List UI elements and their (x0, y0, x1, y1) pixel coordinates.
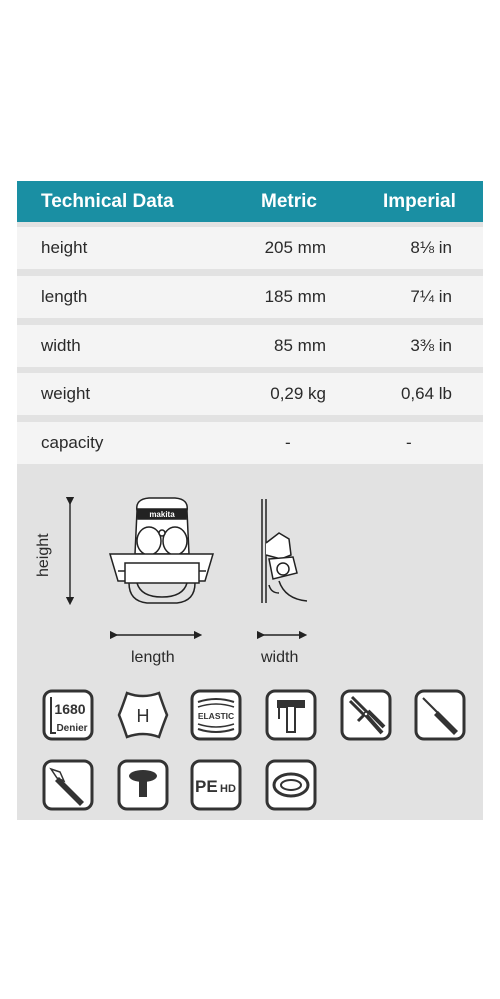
svg-text:PE: PE (195, 777, 218, 796)
pouch-drawing (17, 481, 483, 681)
row-metric: 185 mm (264, 287, 326, 306)
elastic-icon (190, 689, 242, 741)
row-metric: - (285, 433, 291, 452)
row-label: width (41, 336, 81, 355)
feature-icons (17, 681, 483, 821)
row-metric: 85 mm (274, 336, 326, 355)
width-label: width (261, 649, 299, 666)
dimension-diagram (17, 481, 483, 681)
row-metric: 0,29 kg (270, 384, 326, 403)
header-metric: Metric (261, 191, 317, 212)
row-imperial: 8⅛ in (410, 238, 452, 257)
svg-text:1680: 1680 (54, 701, 86, 717)
screwdriver-icon (414, 689, 466, 741)
row-label: length (41, 287, 88, 306)
table-row-length (17, 276, 483, 318)
row-label: height (41, 238, 88, 257)
table-row-capacity (17, 422, 483, 464)
denier-icon (42, 689, 94, 741)
row-imperial: 0,64 lb (400, 384, 452, 403)
svg-text:HD: HD (220, 783, 236, 795)
table-row-weight (17, 373, 483, 415)
row-label: weight (41, 384, 91, 403)
leather-icon (117, 689, 169, 741)
ring-icon (265, 759, 317, 811)
pliers-icon (340, 689, 392, 741)
svg-text:H: H (136, 706, 150, 726)
header-title: Technical Data (41, 191, 174, 212)
table-row-width (17, 325, 483, 367)
row-imperial: - (406, 433, 412, 452)
row-label: capacity (41, 433, 104, 452)
pe-hd-icon (190, 759, 242, 811)
header-imperial: Imperial (383, 191, 456, 212)
svg-text:Denier: Denier (56, 723, 88, 734)
table-row-height (17, 227, 483, 269)
brand-logo: makita (149, 510, 175, 519)
hammer-icon (265, 689, 317, 741)
cutter-knife-icon (42, 759, 94, 811)
height-label: height (35, 533, 52, 577)
table-header (17, 181, 483, 222)
svg-text:ELASTIC: ELASTIC (197, 711, 235, 721)
length-label: length (131, 649, 175, 666)
row-imperial: 7¼ in (410, 287, 452, 306)
row-imperial: 3⅜ in (410, 336, 452, 355)
rivet-icon (117, 759, 169, 811)
row-metric: 205 mm (264, 238, 326, 257)
technical-data-panel (17, 181, 483, 820)
side-view (262, 499, 307, 603)
